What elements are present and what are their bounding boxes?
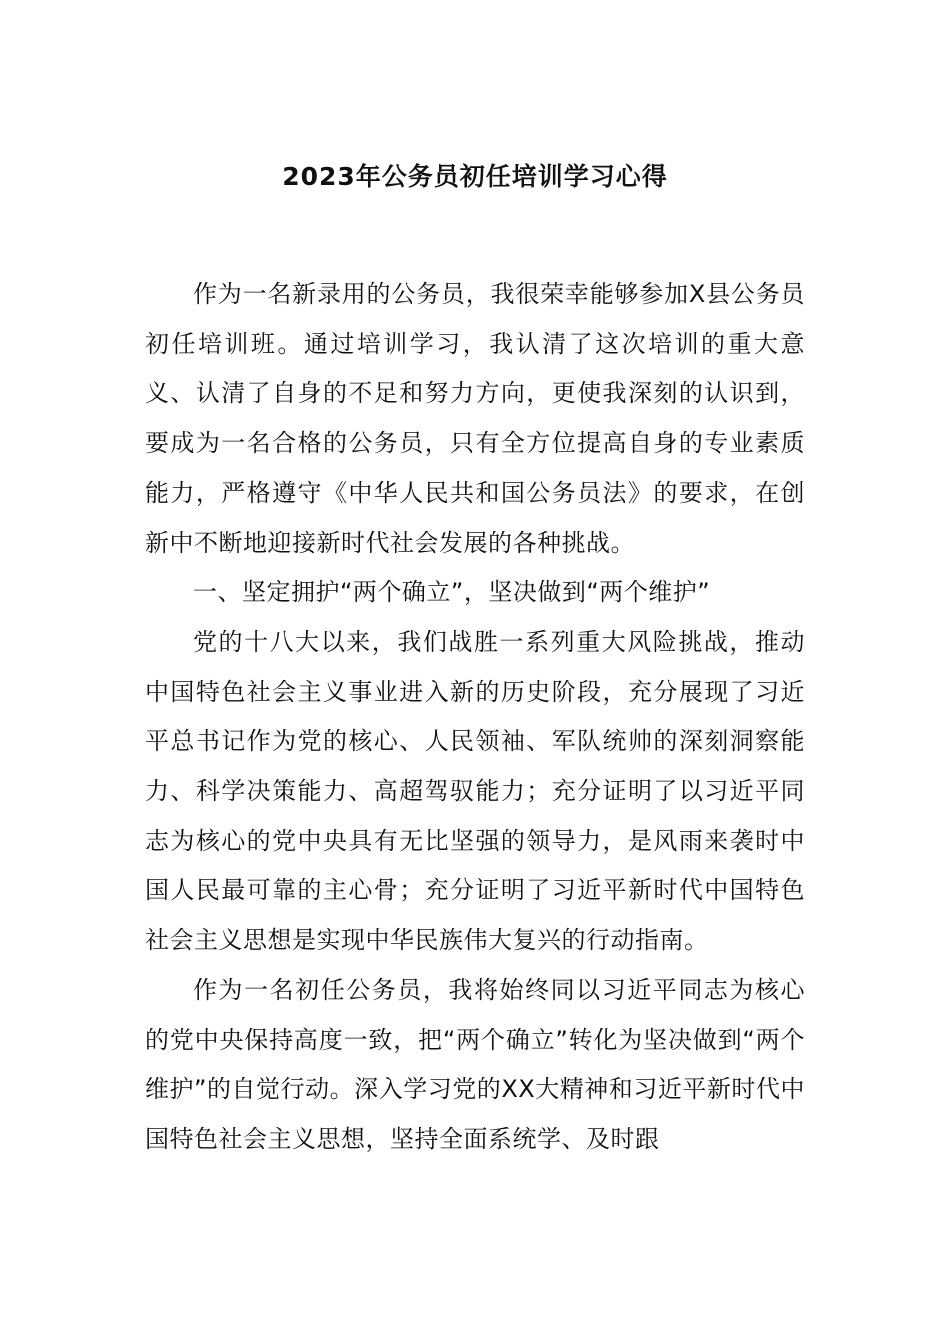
paragraph-intro: 作为一名新录用的公务员，我很荣幸能够参加X县公务员初任培训班。通过培训学习，我认清了这次培训的重大意义、认清了自身的不足和努力方向，更使我深刻的认识到，要成为一名合格的公务员，只有全方位提高自身的专业素质能力，严格遵守《中华人民共和国公务员法》的要求，在创新中不断地迎接新时代社会发展的各种挑战。: [145, 280, 805, 557]
paragraph-section-1-continued: 作为一名初任公务员，我将始终同以习近平同志为核心的党中央保持高度一致，把“两个确立”转化为坚决做到“两个维护”的自觉行动。深入学习党的XX大精神和习近平新时代中国特色社会主义思想，坚持全面系统学、及时跟: [145, 975, 805, 1153]
paragraph-section-1: 党的十八大以来，我们战胜一系列重大风险挑战，推动中国特色社会主义事业进入新的历史阶段，充分展现了习近平总书记作为党的核心、人民领袖、军队统帅的深刻洞察能力、科学决策能力、高超驾驭能力；充分证明了以习近平同志为核心的党中央具有无比坚强的领导力，是风雨来袭时中国人民最可靠的主心骨；充分证明了习近平新时代中国特色社会主义思想是实现中华民族伟大复兴的行动指南。: [145, 627, 805, 955]
document-body: [145, 270, 805, 1165]
document-title: 2023年公务员初任培训学习心得: [282, 162, 668, 191]
section-heading-1: 一、坚定拥护“两个确立”，坚决做到“两个维护”: [193, 578, 711, 607]
